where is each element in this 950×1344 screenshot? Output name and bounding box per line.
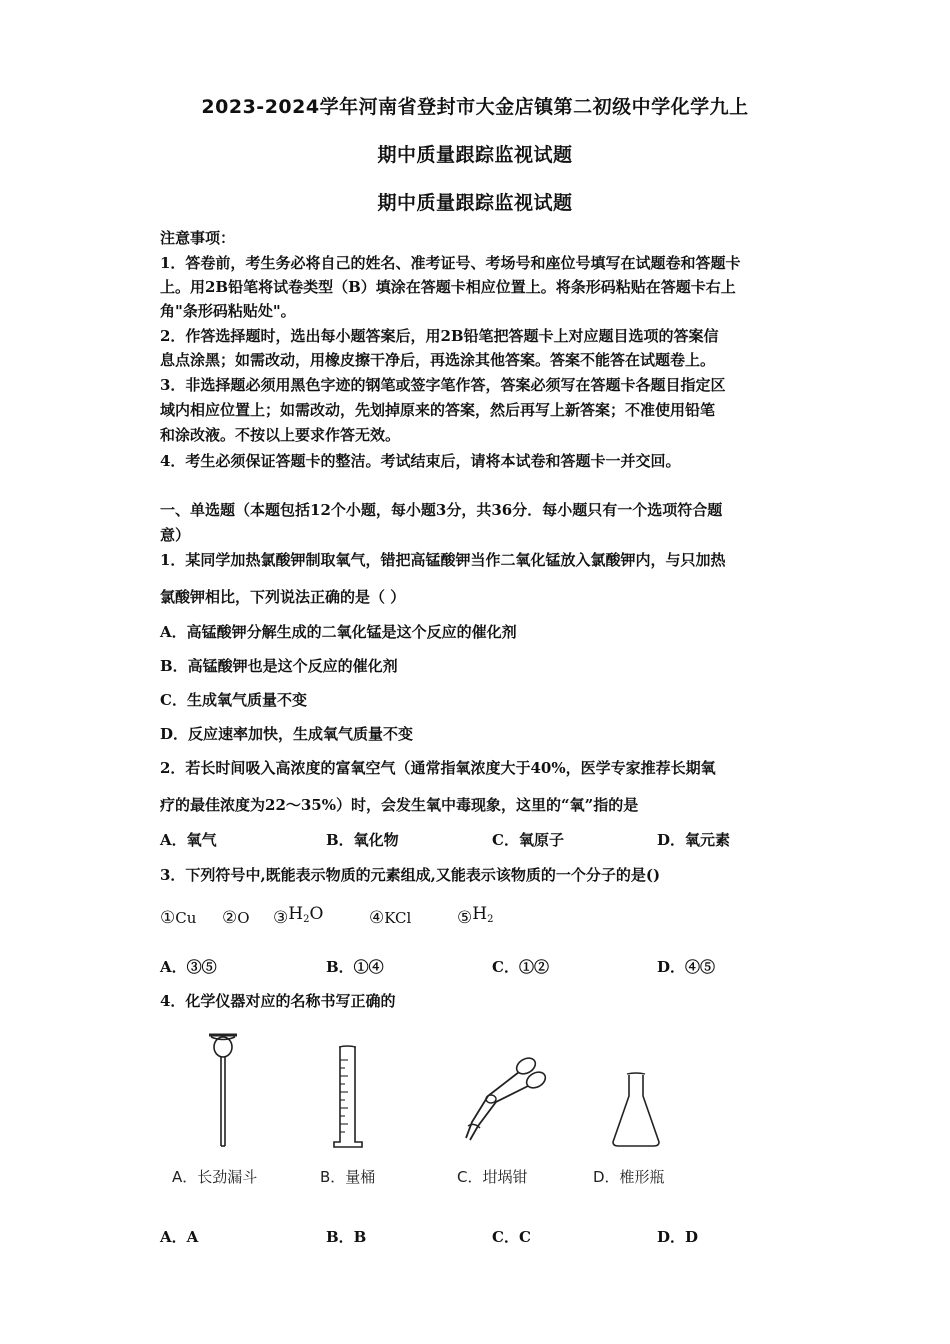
q3-option-b: B．①④: [326, 958, 384, 976]
q4-option-b: B．B: [326, 1228, 367, 1246]
section-heading-line-1: 一、单选题（本题包括12个小题，每小题3分，共36分．每小题只有一个选项符合题: [160, 501, 723, 519]
notice-heading: 注意事项：: [160, 229, 236, 247]
notice-line: 息点涂黑；如需改动，用橡皮擦干净后，再选涂其他答案。答案不能答在试题卷上。: [160, 351, 716, 369]
notice-line: 4．考生必须保证答题卡的整洁。考试结束后，请将本试卷和答题卡一并交回。: [160, 452, 681, 470]
apparatus-caption-b: B．量桶: [320, 1168, 376, 1186]
section-heading-line-2: 意）: [160, 526, 191, 544]
q3-option-d: D．④⑤: [657, 958, 716, 976]
q3-symbol-2-text: O: [237, 909, 250, 927]
q3-symbol-1-text: Cu: [175, 909, 197, 927]
q3-symbol-1: [160, 908, 196, 928]
title-line-1: 2023-2024学年河南省登封市大金店镇第二初级中学化学九上: [201, 96, 749, 118]
notice-line: 1．答卷前，考生务必将自己的姓名、准考证号、考场号和座位号填写在试题卷和答题卡: [160, 254, 741, 272]
q3-option-c: C．①②: [492, 958, 549, 976]
apparatus-caption-d: D．椎形瓶: [593, 1168, 665, 1186]
q1-stem-line-2: 氯酸钾相比，下列说法正确的是（ ）: [160, 588, 406, 606]
q3-symbol-4-text: KCl: [384, 909, 412, 927]
q1-stem-line-1: 1．某同学加热氯酸钾制取氧气，错把高锰酸钾当作二氧化锰放入氯酸钾内，与只加热: [160, 551, 726, 569]
notice-line: 角"条形码粘贴处"。: [160, 302, 296, 320]
q3-symbol-2: [222, 908, 250, 928]
q3-stem: 3．下列符号中,既能表示物质的元素组成,又能表示该物质的一个分子的是(): [160, 866, 661, 884]
crucible-tongs-icon: [458, 1050, 552, 1142]
q3-symbol-3-number: ③: [273, 908, 289, 928]
q3-symbol-3-formula: $H_2O$: [288, 904, 324, 925]
q3-symbol-4-number: ④: [369, 908, 385, 928]
q3-symbol-3: [273, 904, 324, 929]
q3-option-a: A．③⑤: [160, 958, 217, 976]
q2-option-a: A．氧气: [160, 831, 217, 849]
q2-option-b: B．氧化物: [326, 831, 399, 849]
q2-option-d: D．氧元素: [657, 831, 731, 849]
long-neck-funnel-icon: [196, 1032, 252, 1150]
q3-symbol-2-number: ②: [222, 908, 238, 928]
q3-symbol-4: [369, 908, 411, 928]
title-line-2: 期中质量跟踪监视试题: [377, 144, 573, 166]
apparatus-caption-a: A．长劲漏斗: [172, 1168, 258, 1186]
notice-line: 2．作答选择题时，选出每小题答案后，用2B铅笔把答题卡上对应题目选项的答案信: [160, 327, 719, 345]
conical-flask-icon: [610, 1072, 662, 1148]
q1-option-d: D．反应速率加快，生成氧气质量不变: [160, 725, 414, 743]
q1-option-b: B．高锰酸钾也是这个反应的催化剂: [160, 657, 398, 675]
notice-line: 3．非选择题必须用黑色字迹的钢笔或签字笔作答，答案必须写在答题卡各题目指定区: [160, 376, 726, 394]
q1-option-c: C．生成氧气质量不变: [160, 691, 307, 709]
q2-option-c: C．氧原子: [492, 831, 564, 849]
measuring-cylinder-icon: [330, 1044, 366, 1150]
q2-stem-line-1: 2．若长时间吸入高浓度的富氧空气（通常指氧浓度大于40%，医学专家推荐长期氧: [160, 759, 716, 777]
notice-line: 和涂改液。不按以上要求作答无效。: [160, 426, 401, 444]
q3-symbol-1-number: ①: [160, 908, 176, 928]
q4-stem: 4．化学仪器对应的名称书写正确的: [160, 992, 396, 1010]
notice-line: 域内相应位置上；如需改动，先划掉原来的答案，然后再写上新答案；不准使用铅笔: [160, 401, 716, 419]
q2-stem-line-2: 疗的最佳浓度为22～35%）时，会发生氧中毒现象，这里的“氧”指的是: [160, 796, 639, 814]
q3-symbol-5-formula: $H_2$: [472, 904, 494, 925]
q4-option-a: A．A: [160, 1228, 199, 1246]
q1-option-a: A．高锰酸钾分解生成的二氧化锰是这个反应的催化剂: [160, 623, 517, 641]
q4-option-d: D．D: [657, 1228, 699, 1246]
q4-option-c: C．C: [492, 1228, 531, 1246]
apparatus-caption-c: C．坩埚钳: [457, 1168, 528, 1186]
notice-line: 上。用2B铅笔将试卷类型（B）填涂在答题卡相应位置上。将条形码粘贴在答题卡右上: [160, 278, 736, 296]
q3-symbol-5-number: ⑤: [457, 908, 473, 928]
q3-symbol-5: [457, 904, 494, 929]
title-line-3: 期中质量跟踪监视试题: [377, 192, 573, 214]
